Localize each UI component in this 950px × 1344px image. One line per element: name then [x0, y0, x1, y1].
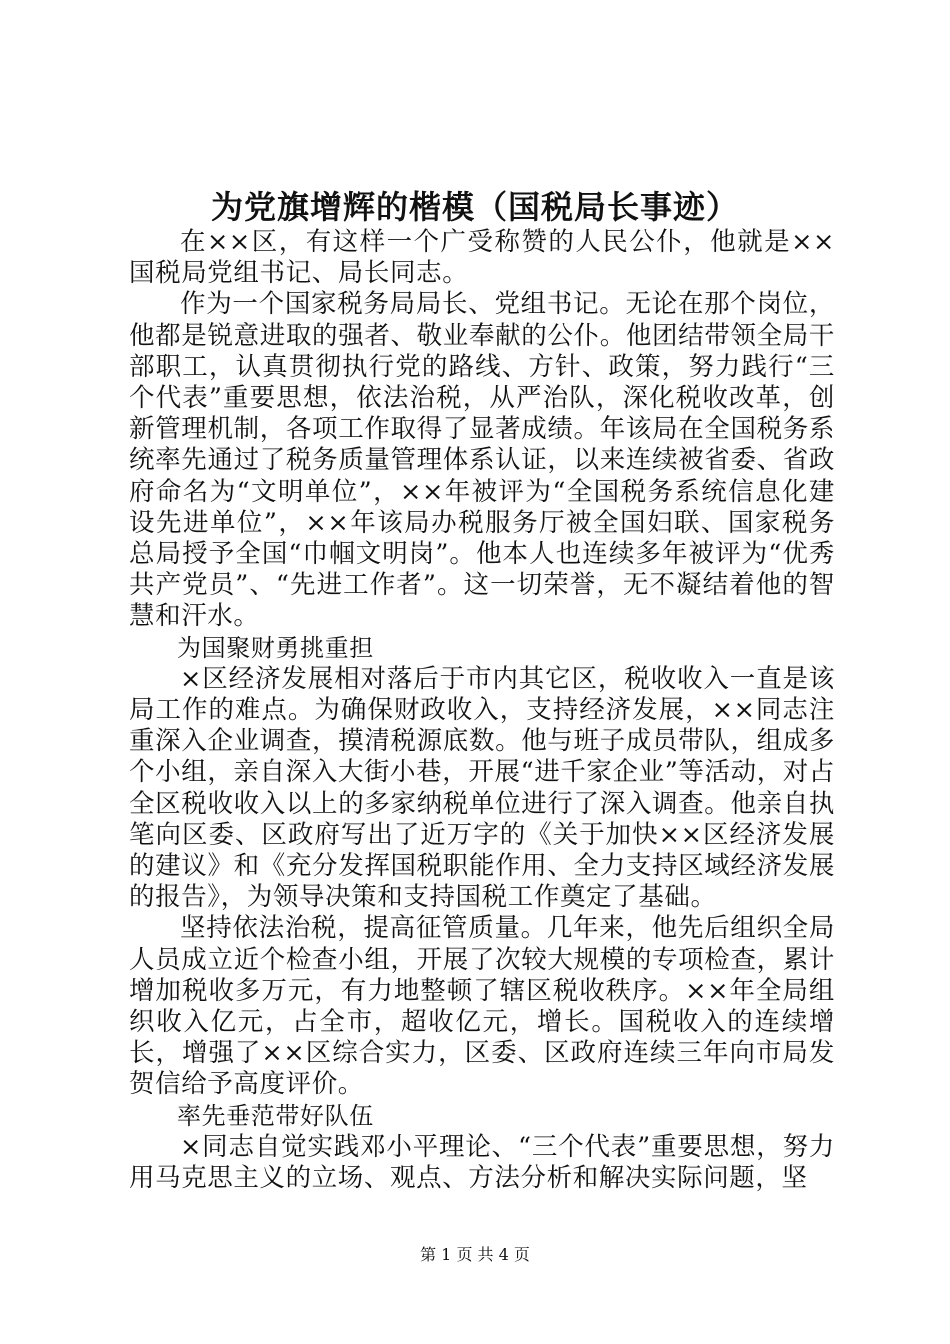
paragraph: 作为一个国家税务局局长、党组书记。无论在那个岗位，他都是锐意进取的强者、敬业奉献的公仆。他团结带领全局干部职工，认真贯彻执行党的路线、方针、政策，努力践行“三个代表”重要思想，依法治税，从严治队，深化税收改革，创新管理机制，各项工作取得了显著成绩。年该局在全国税务系统率先通过了税务质量管理体系认证，以来连续被省委、省政府命名为“文明单位”，××年被评为“全国税务系统信息化建设先进单位”，××年该局办税服务厅被全国妇联、国家税务总局授予全国“巾帼文明岗”。他本人也连续多年被评为“优秀共产党员”、“先进工作者”。这一切荣誉，无不凝结着他的智慧和汗水。 — [129, 289, 835, 632]
section-heading: 为国聚财勇挑重担 — [177, 633, 374, 662]
paragraph: ×同志自觉实践邓小平理论、“三个代表”重要思想，努力用马克思主义的立场、观点、方法分析和解决实际问题，坚 — [129, 1131, 835, 1194]
page-number-footer: 第 1 页 共 4 页 — [420, 1245, 530, 1264]
document-title: 为党旗增辉的楷模（国税局长事迹） — [210, 188, 739, 226]
section-heading: 率先垂范带好队伍 — [177, 1101, 374, 1130]
paragraph: 在××区，有这样一个广受称赞的人民公仆，他就是××国税局党组书记、局长同志。 — [129, 227, 835, 289]
paragraph: ×区经济发展相对落后于市内其它区，税收收入一直是该局工作的难点。为确保财政收入，支持经济发展，××同志注重深入企业调查，摸清税源底数。他与班子成员带队，组成多个小组，亲自深入大街小巷，开展“进千家企业”等活动，对占全区税收收入以上的多家纳税单位进行了深入调查。他亲自执笔向区委、区政府写出了近万字的《关于加快××区经济发展的建议》和《充分发挥国税职能作用、全力支持区域经济发展的报告》，为领导决策和支持国税工作奠定了基础。 — [129, 663, 835, 913]
document-body — [129, 227, 835, 1194]
paragraph: 坚持依法治税，提高征管质量。几年来，他先后组织全局人员成立近个检查小组，开展了次较大规模的专项检查，累计增加税收多万元，有力地整顿了辖区税收秩序。××年全局组织收入亿元，占全市，超收亿元，增长。国税收入的连续增长，增强了××区综合实力，区委、区政府连续三年向市局发贺信给予高度评价。 — [129, 913, 835, 1100]
